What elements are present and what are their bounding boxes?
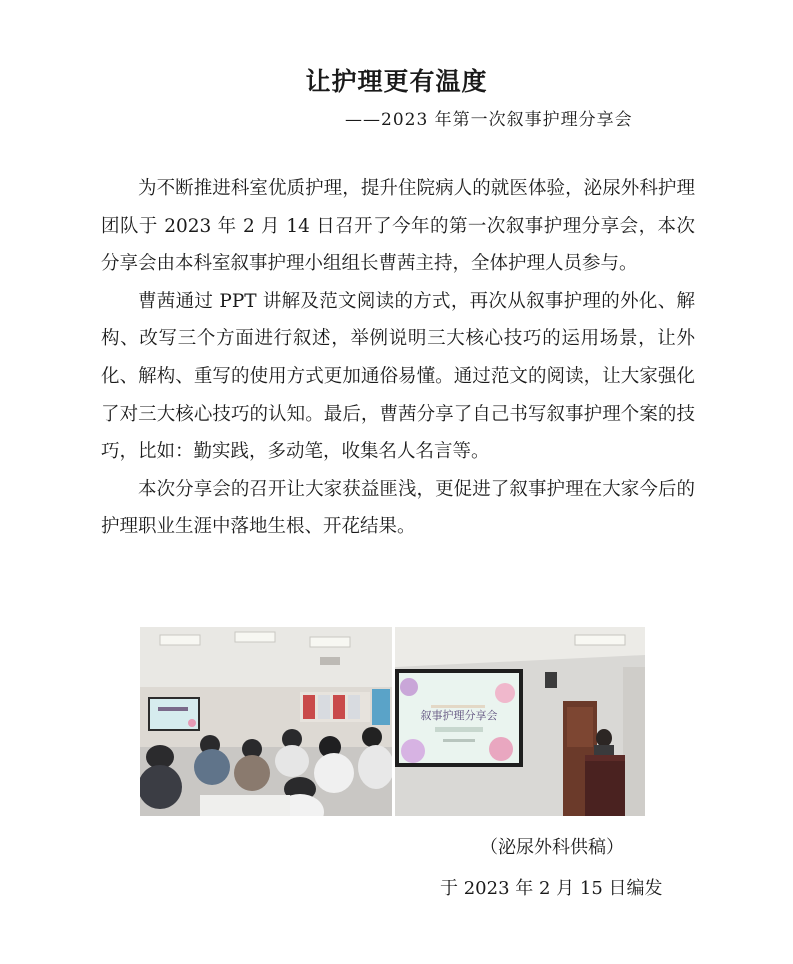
article-body — [101, 170, 695, 546]
presentation-photo — [395, 627, 645, 816]
article-title: 让护理更有温度 — [305, 67, 488, 96]
paragraph-1: 为不断推进科室优质护理，提升住院病人的就医体验，泌尿外科护理团队于 2023 年 2 月 14 日召开了今年的第一次叙事护理分享会，本次分享会由本科室叙事护理小组组长曹茜主持，全体护理人员参与。 — [101, 178, 695, 275]
paragraph-3: 本次分享会的召开让大家获益匪浅，更促进了叙事护理在大家今后的护理职业生涯中落地生根、开花结果。 — [101, 478, 695, 538]
article-date: 于 2023 年 2 月 15 日编发 — [440, 878, 663, 899]
meeting-room-photo — [140, 627, 392, 816]
article-credit: （泌尿外科供稿） — [480, 837, 624, 858]
slide-title-text: 叙事护理分享会 — [420, 709, 498, 722]
article-subtitle: ——2023 年第一次叙事护理分享会 — [345, 110, 633, 130]
paragraph-2: 曹茜通过 PPT 讲解及范文阅读的方式，再次从叙事护理的外化、解构、改写三个方面进行叙述，举例说明三大核心技巧的运用场景，让外化、解构、重写的使用方式更加通俗易懂。通过范文的阅读，让大家强化了对三大核心技巧的认知。最后，曹茜分享了自己书写叙事护理个案的技巧，比如：勤实践，多动笔，收集名人名言等。 — [101, 290, 695, 463]
